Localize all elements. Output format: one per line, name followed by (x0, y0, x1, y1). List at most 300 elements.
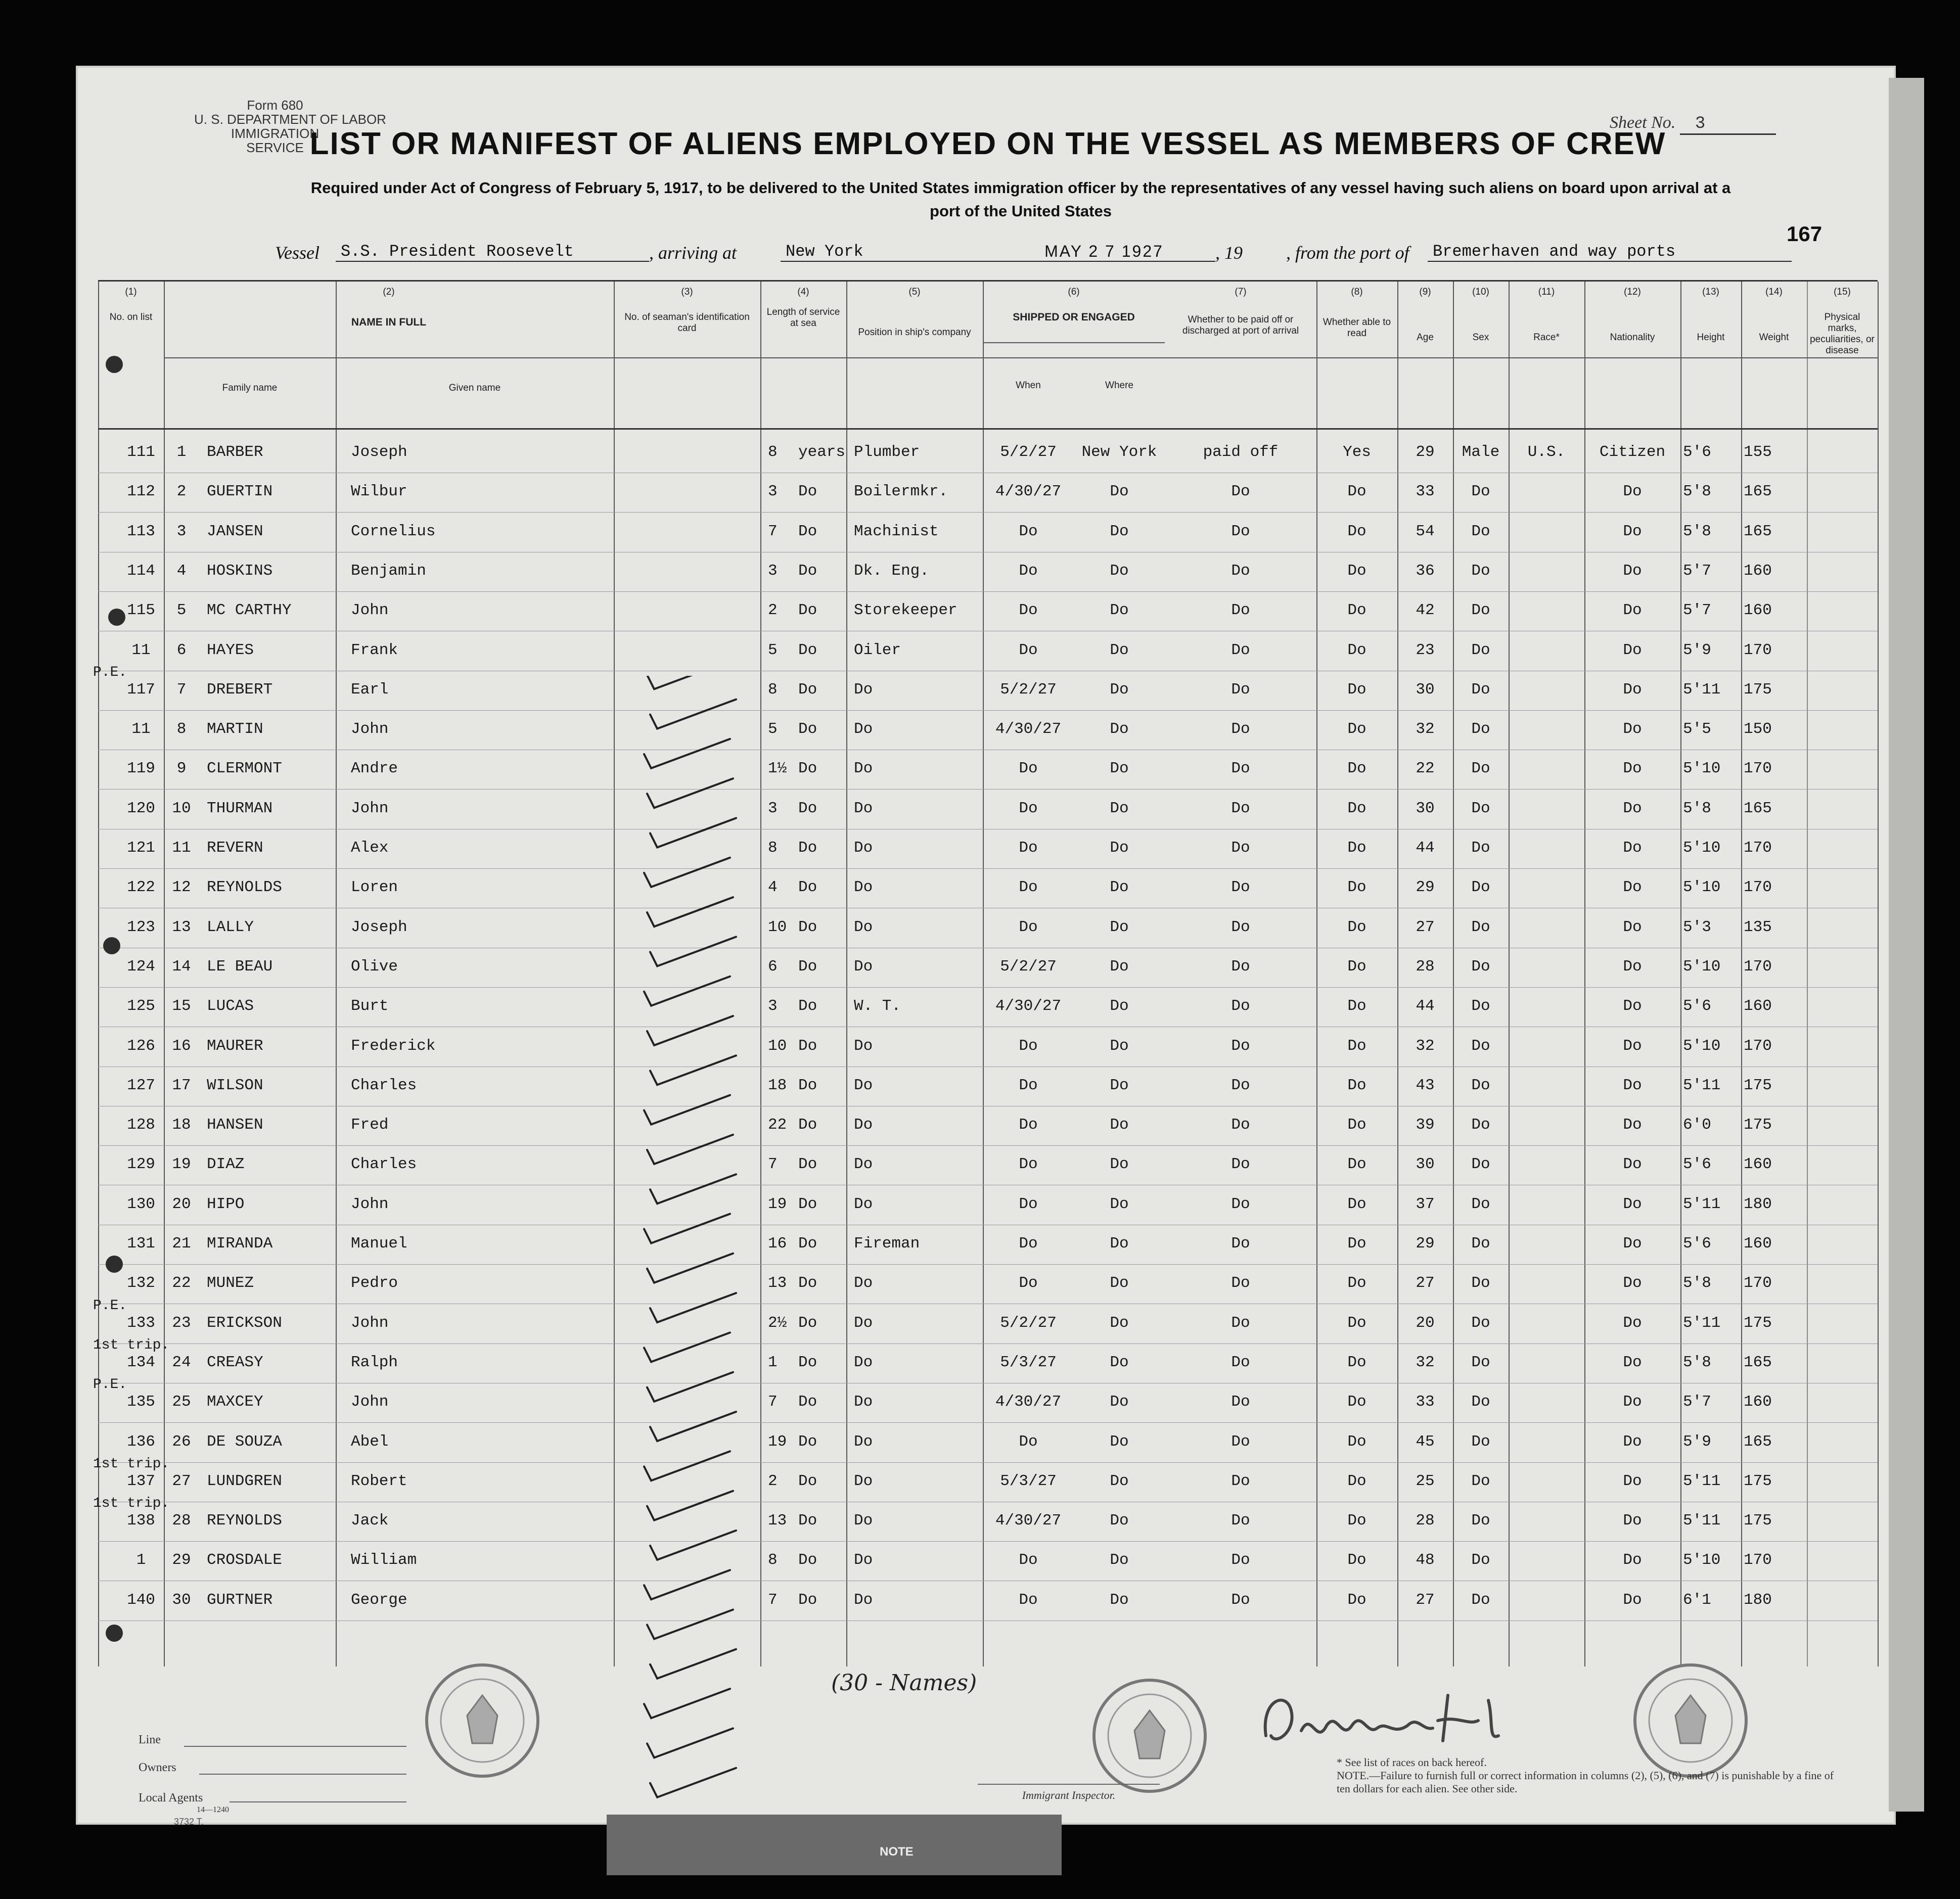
cell-sex: Male (1462, 443, 1500, 461)
cell-service: 10 (768, 1037, 787, 1055)
cell-height: 5'7 (1683, 562, 1711, 580)
check-mark (644, 1451, 730, 1480)
cell-read: Do (1347, 918, 1366, 936)
cell-no: 24 (172, 1353, 191, 1371)
cell-margin: 11 (131, 641, 151, 659)
cell-family: WILSON (207, 1076, 263, 1094)
page-number: 167 (1787, 222, 1822, 246)
cell-family: CREASY (207, 1353, 263, 1371)
cell-no: 28 (172, 1512, 191, 1530)
torn-note-text: NOTE (880, 1845, 914, 1859)
check-mark (647, 897, 733, 927)
cell-nationality: Do (1623, 680, 1642, 699)
cell-where: Do (1110, 1353, 1129, 1371)
cell-nationality: Do (1623, 641, 1642, 659)
margin-note: P.E. (93, 1377, 127, 1393)
cell-margin: 11 (131, 720, 151, 738)
cell-age: 54 (1416, 522, 1435, 540)
cell-family: JANSEN (207, 522, 263, 540)
cell-age: 45 (1416, 1432, 1435, 1451)
cell-age: 39 (1416, 1116, 1435, 1134)
manifest-sheet (76, 66, 1896, 1825)
cell-age: 28 (1416, 957, 1435, 976)
cell-weight: 180 (1744, 1591, 1772, 1609)
cell-height: 5'10 (1683, 1037, 1721, 1055)
cell-where: Do (1110, 1393, 1129, 1411)
check-mark (647, 1254, 733, 1283)
cell-where: Do (1110, 1116, 1129, 1134)
cell-no: 6 (176, 641, 187, 659)
cell-no: 11 (172, 839, 191, 857)
cell-nationality: Do (1623, 1116, 1642, 1134)
cell-age: 36 (1416, 562, 1435, 580)
header-family-name: Family name (222, 383, 278, 393)
cell-when: Do (1019, 601, 1038, 620)
cell-family: MC CARTHY (207, 601, 292, 620)
binder-hole (108, 609, 125, 626)
cell-family: THURMAN (207, 799, 273, 817)
cell-position: Do (854, 680, 873, 699)
cell-sex: Do (1471, 878, 1490, 897)
check-mark (644, 1570, 730, 1599)
cell-margin: 132 (127, 1274, 155, 1292)
cell-position: Do (854, 1314, 873, 1332)
cell-given: Charles (351, 1155, 417, 1174)
cell-position: Do (854, 1432, 873, 1451)
cell-paid: Do (1231, 680, 1250, 699)
cell-read: Do (1347, 878, 1366, 897)
cell-service-unit: Do (798, 601, 817, 620)
arriving-label: , arriving at (649, 243, 737, 263)
cell-sex: Do (1471, 601, 1490, 620)
cell-nationality: Do (1623, 839, 1642, 857)
cell-where: Do (1110, 522, 1129, 540)
cell-sex: Do (1471, 1353, 1490, 1371)
cell-service-unit: Do (798, 918, 817, 936)
cell-family: HIPO (207, 1195, 245, 1213)
cell-weight: 165 (1744, 799, 1772, 817)
cell-age: 29 (1416, 443, 1435, 461)
cell-when: 4/30/27 (995, 720, 1062, 738)
cell-given: Olive (351, 957, 398, 976)
cell-where: Do (1110, 680, 1129, 699)
check-mark (647, 1610, 733, 1639)
cell-nationality: Citizen (1599, 443, 1666, 461)
crew-manifest-table (93, 280, 1878, 1666)
cell-weight: 170 (1744, 1551, 1772, 1569)
cell-age: 20 (1416, 1314, 1435, 1332)
cell-weight: 160 (1744, 1235, 1772, 1253)
cell-position: Do (854, 918, 873, 936)
cell-margin: 131 (127, 1235, 155, 1253)
cell-nationality: Do (1623, 957, 1642, 976)
check-mark (650, 1293, 736, 1322)
cell-paid: Do (1231, 562, 1250, 580)
cell-no: 8 (176, 720, 187, 738)
header-position: Position in ship's company (858, 327, 971, 338)
cell-paid: Do (1231, 641, 1250, 659)
cell-height: 5'6 (1683, 997, 1711, 1015)
cell-paid: Do (1231, 918, 1250, 936)
cell-read: Do (1347, 1274, 1366, 1292)
cell-family: MAURER (207, 1037, 263, 1055)
cell-family: DREBERT (207, 680, 273, 699)
cell-paid: Do (1231, 1274, 1250, 1292)
cell-paid: Do (1231, 522, 1250, 540)
cell-given: George (351, 1591, 407, 1609)
cell-sex: Do (1471, 1076, 1490, 1094)
header-where: Where (1105, 380, 1133, 391)
cell-service: 3 (768, 483, 778, 501)
cell-margin: 138 (127, 1512, 155, 1530)
cell-weight: 170 (1744, 878, 1772, 897)
cell-where: Do (1110, 1551, 1129, 1569)
cell-service-unit: Do (798, 760, 817, 778)
cell-family: CROSDALE (207, 1551, 282, 1569)
cell-age: 43 (1416, 1076, 1435, 1094)
cell-given: Earl (351, 680, 389, 699)
cell-race: U.S. (1527, 443, 1566, 461)
cell-where: Do (1110, 1195, 1129, 1213)
header-race: Race* (1533, 332, 1560, 343)
cell-family: REVERN (207, 839, 263, 857)
cell-weight: 170 (1744, 760, 1772, 778)
form-line: Form 680 (247, 98, 303, 113)
cell-margin: 113 (127, 522, 155, 540)
cell-service: 16 (768, 1235, 787, 1253)
cell-where: Do (1110, 1235, 1129, 1253)
cell-position: Do (854, 1472, 873, 1490)
header-shipped-engaged: SHIPPED OR ENGAGED (1013, 311, 1135, 323)
header-physical-marks: Physical marks, peculiarities, or disease (1810, 312, 1875, 356)
torn-sheet-fragment (607, 1815, 1062, 1875)
cell-margin: 122 (127, 878, 155, 897)
cell-weight: 165 (1744, 1353, 1772, 1371)
header-name-in-full: NAME IN FULL (351, 316, 427, 328)
cell-sex: Do (1471, 1551, 1490, 1569)
cell-paid: paid off (1203, 443, 1279, 461)
cell-position: Do (854, 839, 873, 857)
cell-age: 44 (1416, 997, 1435, 1015)
check-mark (650, 700, 736, 729)
cell-sex: Do (1471, 1274, 1490, 1292)
cell-paid: Do (1231, 483, 1250, 501)
cell-when: 5/2/27 (1000, 1314, 1057, 1332)
cell-sex: Do (1471, 1512, 1490, 1530)
cell-where: Do (1110, 1432, 1129, 1451)
check-mark (647, 1491, 733, 1520)
check-mark (644, 1095, 730, 1125)
cell-service-unit: Do (798, 1037, 817, 1055)
cell-paid: Do (1231, 1195, 1250, 1213)
cell-sex: Do (1471, 997, 1490, 1015)
cell-position: Do (854, 1353, 873, 1371)
cell-read: Do (1347, 601, 1366, 620)
cell-service-unit: Do (798, 562, 817, 580)
cell-read: Do (1347, 522, 1366, 540)
cell-height: 5'9 (1683, 641, 1711, 659)
cell-service: 7 (768, 1155, 778, 1174)
cell-where: Do (1110, 760, 1129, 778)
names-count-note: (30 - Names) (831, 1670, 977, 1696)
cell-service-unit: Do (798, 1551, 817, 1569)
cell-family: HAYES (207, 641, 254, 659)
agents-code: 14—1240 (197, 1805, 229, 1814)
header-height: Height (1697, 332, 1725, 343)
check-mark (650, 1649, 736, 1679)
cell-when: Do (1019, 1235, 1038, 1253)
cell-read: Do (1347, 680, 1366, 699)
check-mark (650, 1174, 736, 1203)
subtitle-line-2: port of the United States (930, 202, 1112, 220)
cell-weight: 135 (1744, 918, 1772, 936)
vessel-name: S.S. President Roosevelt (336, 242, 649, 262)
cell-where: Do (1110, 720, 1129, 738)
cell-nationality: Do (1623, 1472, 1642, 1490)
cell-family: CLERMONT (207, 760, 282, 778)
cell-no: 29 (172, 1551, 191, 1569)
cell-family: GURTNER (207, 1591, 273, 1609)
cell-when: Do (1019, 522, 1038, 540)
cell-given: John (351, 1393, 389, 1411)
check-mark (644, 1332, 730, 1362)
cell-weight: 165 (1744, 1432, 1772, 1451)
cell-sex: Do (1471, 1432, 1490, 1451)
cell-height: 5'9 (1683, 1432, 1711, 1451)
margin-note: 1st trip. (93, 1456, 170, 1472)
cell-when: 4/30/27 (995, 997, 1062, 1015)
cell-height: 5'11 (1683, 1512, 1721, 1530)
check-mark (650, 937, 736, 966)
cell-sex: Do (1471, 799, 1490, 817)
cell-no: 16 (172, 1037, 191, 1055)
cell-age: 23 (1416, 641, 1435, 659)
cell-nationality: Do (1623, 760, 1642, 778)
cell-age: 32 (1416, 720, 1435, 738)
cell-service: 5 (768, 641, 778, 659)
cell-when: Do (1019, 562, 1038, 580)
cell-service: 19 (768, 1195, 787, 1213)
check-mark (644, 977, 730, 1006)
cell-where: Do (1110, 641, 1129, 659)
cell-read: Do (1347, 1037, 1366, 1055)
cell-when: Do (1019, 918, 1038, 936)
form-line: IMMIGRATION (231, 126, 320, 141)
cell-where: Do (1110, 839, 1129, 857)
cell-position: Boilermkr. (854, 483, 948, 501)
cell-weight: 160 (1744, 562, 1772, 580)
cell-height: 5'8 (1683, 1353, 1711, 1371)
cell-service-unit: Do (798, 641, 817, 659)
binder-hole (103, 937, 120, 954)
cell-nationality: Do (1623, 1235, 1642, 1253)
cell-height: 6'0 (1683, 1116, 1711, 1134)
cell-weight: 175 (1744, 1076, 1772, 1094)
cell-given: John (351, 1314, 389, 1332)
cell-read: Do (1347, 1353, 1366, 1371)
cell-service: 1 (768, 1353, 778, 1371)
cell-margin: 117 (127, 680, 155, 699)
cell-age: 48 (1416, 1551, 1435, 1569)
cell-paid: Do (1231, 720, 1250, 738)
cell-height: 5'11 (1683, 1076, 1721, 1094)
cell-given: Burt (351, 997, 389, 1015)
cell-paid: Do (1231, 1037, 1250, 1055)
cell-age: 29 (1416, 878, 1435, 897)
check-mark (650, 1768, 736, 1797)
cell-no: 18 (172, 1116, 191, 1134)
cell-given: Joseph (351, 443, 407, 461)
check-mark (644, 739, 730, 768)
margin-note: 1st trip. (93, 1496, 170, 1512)
cell-read: Do (1347, 1591, 1366, 1609)
cell-sex: Do (1471, 1235, 1490, 1253)
cell-family: LALLY (207, 918, 254, 936)
cell-read: Do (1347, 1551, 1366, 1569)
cell-paid: Do (1231, 839, 1250, 857)
cell-given: Pedro (351, 1274, 398, 1292)
margin-note: 1st trip. (93, 1337, 170, 1353)
cell-sex: Do (1471, 562, 1490, 580)
header-id-card: No. of seaman's identification card (624, 312, 750, 334)
cell-paid: Do (1231, 1472, 1250, 1490)
cell-when: Do (1019, 799, 1038, 817)
cell-height: 5'10 (1683, 839, 1721, 857)
cell-service: 6 (768, 957, 778, 976)
cell-margin: 1 (136, 1551, 146, 1569)
cell-read: Do (1347, 562, 1366, 580)
cell-paid: Do (1231, 1432, 1250, 1451)
cell-position: Dk. Eng. (854, 562, 929, 580)
col-num-14: (14) (1765, 287, 1783, 297)
from-port-label: , from the port of (1286, 243, 1409, 263)
form-line: SERVICE (246, 140, 304, 155)
cell-nationality: Do (1623, 601, 1642, 620)
local-agents-label: Local Agents (139, 1791, 203, 1804)
cell-read: Do (1347, 1195, 1366, 1213)
cell-given: Frederick (351, 1037, 436, 1055)
cell-service-unit: Do (798, 1591, 817, 1609)
cell-position: W. T. (854, 997, 901, 1015)
check-mark (647, 778, 733, 808)
check-marks (629, 676, 760, 1818)
cell-family: MAXCEY (207, 1393, 263, 1411)
footnotes (1337, 1756, 1842, 1795)
cell-no: 26 (172, 1432, 191, 1451)
cell-family: LE BEAU (207, 957, 273, 976)
cell-given: Frank (351, 641, 398, 659)
cell-service-unit: Do (798, 1195, 817, 1213)
cell-weight: 160 (1744, 997, 1772, 1015)
vessel-label: Vessel (275, 243, 320, 263)
cell-when: Do (1019, 1551, 1038, 1569)
cell-margin: 140 (127, 1591, 155, 1609)
cell-when: Do (1019, 1155, 1038, 1174)
cell-when: Do (1019, 1116, 1038, 1134)
cell-where: Do (1110, 562, 1129, 580)
check-mark (650, 1055, 736, 1085)
cell-margin: 134 (127, 1353, 155, 1371)
cell-height: 6'1 (1683, 1591, 1711, 1609)
cell-read: Do (1347, 1116, 1366, 1134)
cell-no: 14 (172, 957, 191, 976)
cell-no: 13 (172, 918, 191, 936)
cell-given: Abel (351, 1432, 389, 1451)
cell-nationality: Do (1623, 1512, 1642, 1530)
cell-service-unit: Do (798, 997, 817, 1015)
cell-position: Do (854, 957, 873, 976)
col-num-3: (3) (681, 287, 693, 297)
cell-nationality: Do (1623, 878, 1642, 897)
cell-height: 5'8 (1683, 522, 1711, 540)
cell-when: 5/2/27 (1000, 957, 1057, 976)
cell-position: Machinist (854, 522, 939, 540)
cell-given: Cornelius (351, 522, 436, 540)
cell-read: Do (1347, 1472, 1366, 1490)
cell-nationality: Do (1623, 1076, 1642, 1094)
cell-nationality: Do (1623, 483, 1642, 501)
cell-position: Do (854, 720, 873, 738)
cell-paid: Do (1231, 1512, 1250, 1530)
cell-where: Do (1110, 1155, 1129, 1174)
cell-no: 27 (172, 1472, 191, 1490)
cell-service-unit: Do (798, 878, 817, 897)
cell-paid: Do (1231, 760, 1250, 778)
cell-service: 10 (768, 918, 787, 936)
cell-margin: 123 (127, 918, 155, 936)
check-mark (647, 1016, 733, 1045)
binder-hole (106, 1625, 123, 1642)
cell-service: 13 (768, 1512, 787, 1530)
cell-where: New York (1081, 443, 1157, 461)
cell-height: 5'10 (1683, 760, 1721, 778)
cell-when: 5/3/27 (1000, 1353, 1057, 1371)
cell-given: Manuel (351, 1235, 407, 1253)
cell-service-unit: Do (798, 1393, 817, 1411)
cell-service-unit: Do (798, 1472, 817, 1490)
cell-weight: 170 (1744, 957, 1772, 976)
cell-service: 13 (768, 1274, 787, 1292)
cell-weight: 165 (1744, 483, 1772, 501)
cell-age: 22 (1416, 760, 1435, 778)
document-subtitle (179, 176, 1862, 223)
cell-margin: 129 (127, 1155, 155, 1174)
cell-margin: 121 (127, 839, 155, 857)
cell-height: 5'6 (1683, 1155, 1711, 1174)
cell-height: 5'8 (1683, 483, 1711, 501)
cell-margin: 130 (127, 1195, 155, 1213)
cell-service-unit: Do (798, 1314, 817, 1332)
cell-service: 7 (768, 1393, 778, 1411)
cell-service: 8 (768, 680, 778, 699)
cell-given: John (351, 1195, 389, 1213)
cell-family: LUNDGREN (207, 1472, 282, 1490)
cell-where: Do (1110, 1037, 1129, 1055)
cell-when: Do (1019, 1591, 1038, 1609)
cell-service-unit: Do (798, 680, 817, 699)
cell-service: 8 (768, 1551, 778, 1569)
cell-height: 5'6 (1683, 1235, 1711, 1253)
cell-sex: Do (1471, 641, 1490, 659)
cell-weight: 175 (1744, 1472, 1772, 1490)
cell-given: Fred (351, 1116, 389, 1134)
cell-given: John (351, 720, 389, 738)
cell-no: 10 (172, 799, 191, 817)
cell-weight: 155 (1744, 443, 1772, 461)
cell-where: Do (1110, 997, 1129, 1015)
cell-height: 5'10 (1683, 957, 1721, 976)
cell-no: 30 (172, 1591, 191, 1609)
